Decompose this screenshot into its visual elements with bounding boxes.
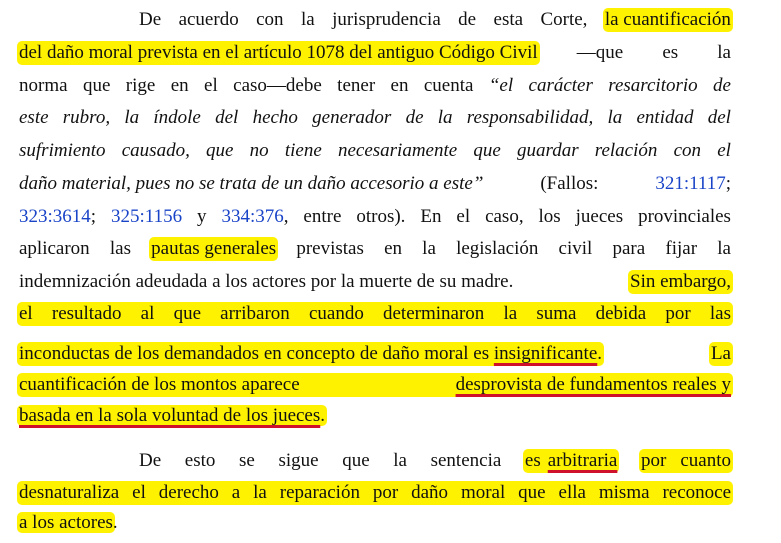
paragraph1-line-4 (19, 106, 731, 130)
punctuation: ; (725, 173, 731, 194)
paragraph1-line-6 (19, 172, 731, 196)
quoted-word: tiene (284, 140, 322, 161)
word: fijar (665, 238, 698, 259)
word: civil (558, 238, 593, 259)
word: En (420, 206, 442, 227)
highlighted-text: pautas generales (151, 238, 277, 259)
paragraph1-line-1 (139, 8, 731, 32)
quoted-word: la (437, 107, 453, 128)
word: el (456, 206, 471, 227)
word: la (717, 238, 731, 259)
word: —que (576, 42, 624, 63)
word: por (641, 450, 667, 471)
paragraph2-line-1 (139, 449, 731, 473)
text-segment: cuantificación de los montos aparece (19, 374, 300, 395)
quoted-word: rubro, (62, 107, 111, 128)
highlighted-text: la cuantificación (604, 9, 731, 30)
word: en (384, 238, 402, 259)
word: de (458, 9, 477, 30)
paragraph1-line-12 (19, 373, 731, 397)
underlined-text: insignificante (493, 343, 598, 364)
word: norma (19, 75, 68, 96)
quoted-word: la (607, 107, 623, 128)
word: legislación (456, 238, 539, 259)
word: para (612, 238, 646, 259)
citation-group (655, 172, 731, 196)
word: el (204, 75, 218, 96)
word: rige (125, 75, 156, 96)
quoted-word: guardar (517, 140, 579, 161)
word: jueces (575, 206, 624, 227)
fallos-link-321-1117[interactable]: 321:1117 (655, 173, 726, 194)
punctuation: . (112, 512, 118, 533)
highlighted-text: a los actores (19, 512, 113, 533)
word: provinciales (638, 206, 731, 227)
word: los (538, 206, 561, 227)
word: las (109, 238, 131, 259)
highlighted-text (639, 449, 733, 473)
word: previstas (296, 238, 364, 259)
word: la (393, 450, 407, 471)
paragraph1-line-10 (19, 302, 731, 326)
quoted-word: causado, (121, 140, 190, 161)
quoted-word: resarcitorio (608, 75, 698, 96)
quoted-word: de (405, 107, 424, 128)
quoted-word: que (473, 140, 501, 161)
word: caso—debe (233, 75, 322, 96)
highlighted-text (17, 405, 327, 426)
word: con (256, 9, 284, 30)
highlighted-text (17, 373, 733, 397)
quoted-word: sufrimiento (19, 140, 106, 161)
quoted-word: generador (312, 107, 392, 128)
quoted-word: carácter (528, 75, 593, 96)
fallos-link-325-1156[interactable]: 325:1156 (111, 206, 183, 227)
word: esta (493, 9, 524, 30)
paragraph1-line-9 (19, 270, 731, 294)
word: y (197, 206, 207, 227)
paragraph1-line-13 (19, 404, 731, 428)
highlighted-text (523, 449, 619, 473)
paragraph1-line-2 (19, 41, 731, 65)
word: se (239, 450, 255, 471)
highlighted-text (17, 342, 604, 366)
text-segment: inconductas de los demandados en concepto de daño moral es (19, 343, 490, 364)
paragraph1-line-3 (19, 74, 731, 98)
quoted-word: necesariamente (337, 140, 458, 161)
fallos-link-323-3614[interactable]: 323:3614 (19, 206, 91, 227)
punctuation: ; (90, 206, 97, 227)
paragraph1-line-8 (19, 237, 731, 261)
word: aplicaron (19, 238, 90, 259)
highlighted-text: del daño moral prevista en el artículo 1078 del antiguo Código Civil (19, 42, 538, 63)
word: la (717, 42, 731, 63)
punctuation: . (597, 343, 603, 364)
paragraph1-line-5 (19, 139, 731, 163)
word: entre (303, 206, 342, 227)
word: De (139, 9, 162, 30)
paragraph1-line-11 (19, 342, 731, 366)
word: jurisprudencia (332, 9, 441, 30)
quoted-word: responsabilidad, (466, 107, 594, 128)
word: en (170, 75, 189, 96)
citation-group (19, 205, 96, 229)
word: De (139, 450, 162, 471)
quoted-word: hecho (252, 107, 298, 128)
word: otros). (356, 206, 406, 227)
citation-group (221, 205, 288, 229)
quoted-word: este (19, 107, 49, 128)
paragraph2-line-3 (19, 511, 731, 535)
underlined-text: basada en la sola voluntad de los jueces (19, 405, 321, 426)
fallos-link-334-376[interactable]: 334:376 (221, 206, 284, 227)
word: en (390, 75, 409, 96)
highlighted-text: Sin embargo, (630, 271, 731, 292)
word: que (342, 450, 370, 471)
word: cuanto (680, 450, 731, 471)
quoted-word: “el (488, 75, 514, 96)
paragraph2-line-2 (19, 481, 731, 505)
text-segment: indemnización adeudada a los actores por la muerte de su madre. (19, 271, 514, 292)
word: Corte, (540, 9, 588, 30)
highlighted-text: el resultado al que arribaron cuando determinaron la suma debida por las (19, 303, 731, 324)
quoted-word: de (713, 75, 731, 96)
word: (Fallos: (540, 173, 599, 194)
highlighted-text: desnaturaliza el derecho a la reparación por daño moral que ella misma reconoce (19, 482, 731, 503)
underlined-text: desprovista de fundamentos reales y (455, 374, 731, 395)
word: sigue (278, 450, 319, 471)
word: cuenta (423, 75, 474, 96)
word: la (422, 238, 436, 259)
highlighted-text: La (710, 343, 731, 364)
word: que (82, 75, 111, 96)
quoted-word: no (249, 140, 269, 161)
quoted-word: que (206, 140, 234, 161)
quoted-word: del (707, 107, 731, 128)
word: es (662, 42, 679, 63)
underlined-text: arbitraria (547, 450, 618, 471)
quoted-text: daño material, pues no se trata de un daño accesorio a este” (19, 173, 484, 194)
word: la (300, 9, 315, 30)
punctuation: , (283, 206, 289, 227)
word: sentencia (430, 450, 502, 471)
quoted-word: el (717, 140, 731, 161)
word: es (524, 450, 541, 471)
word: tener (337, 75, 376, 96)
quoted-word: del (215, 107, 239, 128)
quoted-word: relación (594, 140, 658, 161)
quoted-word: índole (153, 107, 201, 128)
quoted-word: con (673, 140, 702, 161)
word: caso, (485, 206, 524, 227)
word: acuerdo (178, 9, 239, 30)
quoted-word: la (124, 107, 140, 128)
punctuation: . (320, 405, 326, 426)
paragraph1-line-7 (19, 205, 731, 229)
word: esto (184, 450, 216, 471)
quoted-word: entidad (636, 107, 694, 128)
